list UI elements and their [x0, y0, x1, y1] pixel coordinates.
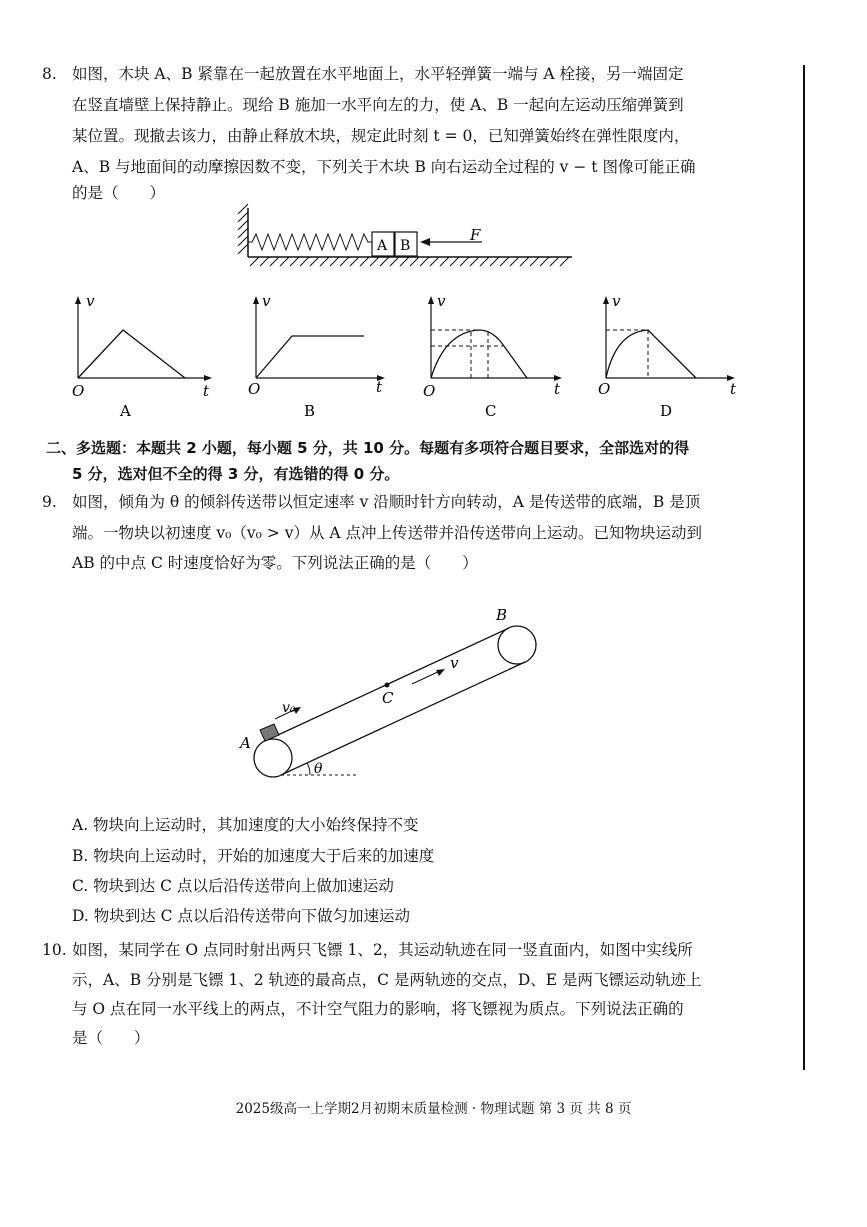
block: [260, 724, 279, 741]
q9-option-d: D. 物块到达 C 点以后沿传送带向下做匀加速运动: [72, 907, 410, 925]
q9-option-a: A. 物块向上运动时，其加速度的大小始终保持不变: [72, 816, 419, 834]
axis-v-label: v: [86, 292, 95, 310]
q10-line-4: 是（ ）: [72, 1029, 150, 1047]
axis-t-label: t: [730, 380, 737, 398]
block-a-label: A: [377, 238, 388, 254]
q9-option-c: C. 物块到达 C 点以后沿传送带向上做加速运动: [72, 877, 394, 895]
spring: [248, 234, 372, 250]
bottom-roller: [254, 739, 292, 777]
theta-label: θ: [314, 761, 323, 777]
q8-graph-d: [590, 290, 750, 420]
q9-number: 9.: [42, 493, 57, 511]
origin-label: O: [248, 380, 261, 398]
v-label: v: [450, 654, 459, 672]
axis-t-label: t: [203, 382, 210, 400]
a-label: A: [240, 734, 251, 752]
q8-line-5: 的是（ ）: [72, 184, 166, 202]
graph-a-label: A: [120, 402, 131, 420]
q8-line-4: A、B 与地面间的动摩擦因数不变，下列关于木块 B 向右运动全过程的 v − t 图像可能正确: [72, 158, 696, 176]
q9-line-2: 端。一物块以初速度 v₀（v₀ > v）从 A 点冲上传送带并沿传送带向上运动。已知物块运动到: [72, 524, 703, 542]
q9-conveyor-figure: [230, 600, 560, 790]
q8-line-2: 在竖直墙壁上保持静止。现给 B 施加一水平向左的力，使 A、B 一起向左运动压缩弹簧到: [72, 96, 684, 114]
v0-label: v₀: [282, 700, 296, 716]
origin-label: O: [598, 380, 611, 398]
section2-heading-line-2: 5 分，选对但不全的得 3 分，有选错的得 0 分。: [72, 465, 400, 483]
page-footer: 2025级高一上学期2月初期末质量检测 · 物理试题 第 3 页 共 8 页: [235, 1101, 632, 1117]
axis-t-label: t: [376, 378, 383, 396]
q8-graph-b: [240, 290, 400, 420]
q9-line-3: AB 的中点 C 时速度恰好为零。下列说法正确的是（ ）: [72, 554, 478, 572]
axis-v-label: v: [612, 292, 621, 310]
q8-number: 8.: [42, 65, 57, 83]
graph-b-label: B: [304, 402, 316, 420]
top-roller: [498, 626, 536, 664]
q8-graph-a: [60, 290, 220, 420]
force-label: F: [470, 226, 481, 244]
axis-v-label: v: [262, 292, 271, 310]
q8-line-1: 如图，木块 A、B 紧靠在一起放置在水平地面上，水平轻弹簧一端与 A 栓接，另一端固定: [72, 65, 684, 83]
q8-line-3: 某位置。现撤去该力，由静止释放木块，规定此时刻 t = 0，已知弹簧始终在弹性限度内，: [72, 127, 690, 145]
q8-graph-c: [415, 290, 575, 420]
q10-number: 10.: [42, 941, 67, 959]
q8-spring-figure: [230, 200, 580, 272]
origin-label: O: [72, 382, 85, 400]
section2-heading-line-1: 二、多选题：本题共 2 小题，每小题 5 分，共 10 分。每题有多项符合题目要求，全部选对的得: [46, 439, 690, 457]
axis-v-label: v: [437, 292, 446, 310]
q10-line-1: 如图，某同学在 O 点同时射出两只飞镖 1、2，其运动轨迹在同一竖直面内，如图中实线所: [72, 941, 693, 959]
graph-d-label: D: [660, 402, 673, 420]
b-label: B: [496, 606, 508, 624]
margin-line: [803, 65, 805, 1070]
c-label: C: [382, 689, 394, 707]
block-b-label: B: [400, 238, 411, 254]
q9-line-1: 如图，倾角为 θ 的倾斜传送带以恒定速率 v 沿顺时针方向转动，A 是传送带的底端，B 是顶: [72, 493, 701, 511]
axis-t-label: t: [554, 380, 561, 398]
origin-label: O: [423, 382, 436, 400]
graph-c-label: C: [485, 402, 497, 420]
q9-option-b: B. 物块向上运动时，开始的加速度大于后来的加速度: [72, 847, 435, 865]
q10-line-2: 示，A、B 分别是飞镖 1、2 轨迹的最高点，C 是两轨迹的交点，D、E 是两飞镖运动轨迹上: [72, 971, 702, 989]
q10-line-3: 与 O 点在同一水平线上的两点，不计空气阻力的影响，将飞镖视为质点。下列说法正确的: [72, 1000, 684, 1018]
